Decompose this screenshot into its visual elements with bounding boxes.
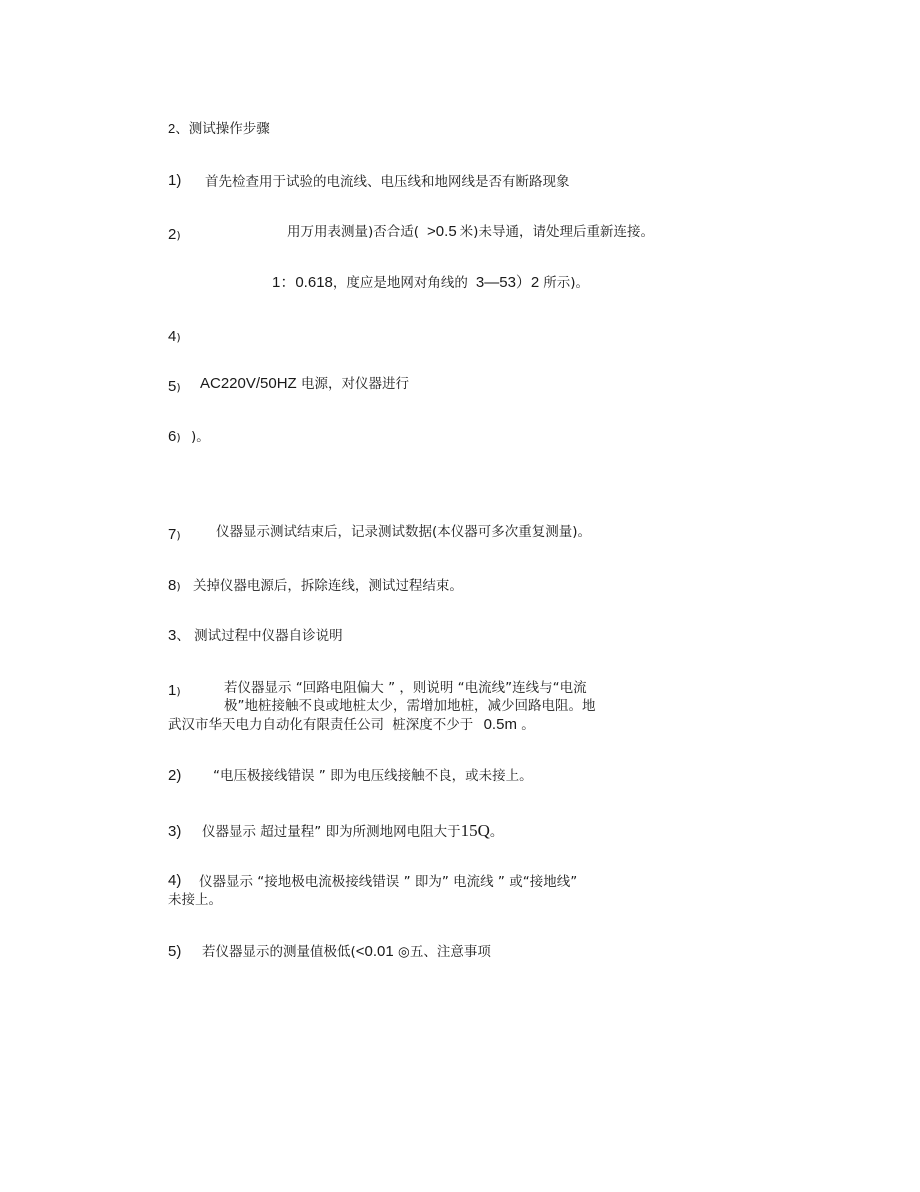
step-2-value: >0.5 (427, 223, 457, 240)
diag-3-number: 3) (168, 823, 182, 840)
diag-5-value: <0.01 (355, 943, 394, 960)
diag-1-line-3: 武汉市华天电力自动化有限责任公司 桩深度不少于 0.5m 。 (168, 716, 535, 733)
diag-1-value: 0.5m (483, 716, 517, 733)
step-8-number: 8 (168, 577, 177, 594)
diag-2-text: “电压极接线错误 ” 即为电压线接触不良，或未接上。 (213, 768, 533, 784)
step-5-power-spec: AC220V/50HZ (200, 375, 297, 392)
company-name: 武汉市华天电力自动化有限责任公司 (168, 717, 384, 733)
section-3-title: 、 测试过程中仪器自诊说明 (176, 628, 343, 644)
step-3-text: 1：0.618，度应是地网对角线的 3—53）2 所示)。 (272, 274, 590, 291)
step-7-text: 仪器显示测试结束后，记录测试数据(本仪器可多次重复测量)。 (216, 524, 592, 540)
diag-3-value: 15Q (460, 821, 490, 840)
step-2-text: 用万用表测量)否合适( >0.5 米)未导通，请处理后重新连接。 (287, 223, 654, 240)
section-2-title: 、测试操作步骤 (175, 121, 270, 137)
diag-2 (168, 767, 181, 785)
step-8-text: 关掉仪器电源后，拆除连线，测试过程结束。 (192, 578, 463, 594)
step-1 (168, 172, 181, 190)
step-6-number: 6 (168, 428, 177, 445)
diag-1-number: 1) (168, 682, 181, 699)
step-4-number: 4) (168, 328, 181, 345)
section-3-heading (168, 627, 343, 645)
section-2-heading (168, 120, 270, 138)
diag-1-line-2: 极”地桩接触不良或地桩太少，需增加地桩，减少回路电阻。地 (224, 698, 596, 714)
step-8: 8) 关掉仪器电源后，拆除连线，测试过程结束。 (168, 577, 463, 594)
step-2-number: 2) (168, 226, 181, 243)
step-6: 6) )。 (168, 428, 210, 445)
diag-5-text: 若仪器显示的测量值极低(<0.01 ◎五、注意事项 (202, 943, 491, 960)
diag-5-number: 5) (168, 943, 182, 960)
section-3-number: 3 (168, 627, 177, 644)
diag-3-text: 仪器显示 超过量程” 即为所测地网电阻大于15Q。 (202, 821, 504, 840)
step-7-number: 7) (168, 526, 181, 543)
diag-1-line-1: 若仪器显示 “回路电阻偏大 ” ，则说明 “电流线”连线与“电流 (224, 680, 587, 696)
step-5-number: 5) (168, 378, 181, 395)
step-3-value: 3—53）2 (475, 274, 540, 291)
step-6-text: )。 (190, 429, 210, 445)
diag-4-text: 仪器显示 “接地极电流极接线错误 ” 即为” 电流线 ” 或“接地线” (199, 874, 578, 890)
diag-4-number: 4) (168, 872, 182, 889)
section-2-number: 2 (168, 121, 176, 136)
diag-4-line-2: 未接上。 (168, 892, 222, 908)
step-3-ratio: 1：0.618 (272, 274, 333, 291)
diag-2-number: 2) (168, 767, 182, 784)
step-5-text: AC220V/50HZ 电源，对仪器进行 (200, 375, 410, 392)
step-1-number: 1) (168, 172, 182, 189)
step-1-text: 首先检查用于试验的电流线、电压线和地网线是否有断路现象 (205, 174, 570, 190)
